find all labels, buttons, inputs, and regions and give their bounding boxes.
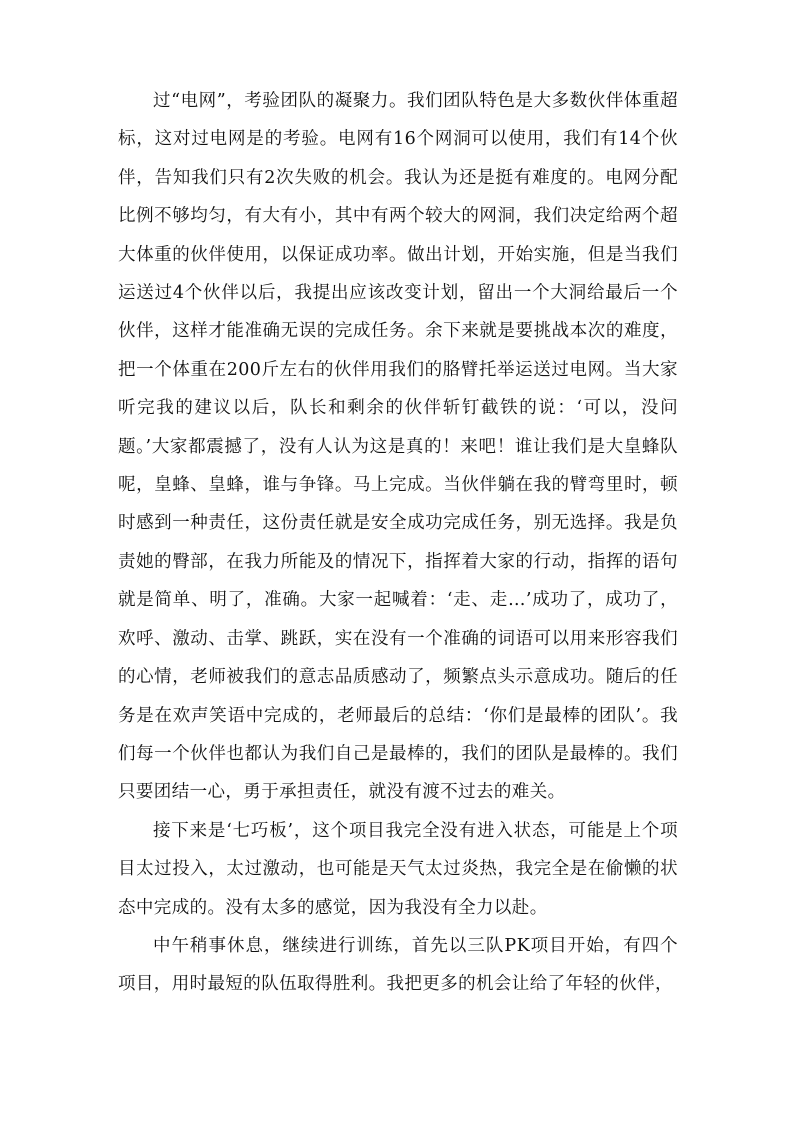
paragraph-tangram: 接下来是‘七巧板’，这个项目我完全没有进入状态，可能是上个项目太过投入，太过激动，也可能是天气太过炎热，我完全是在偷懒的状态中完成的。没有太多的感觉，因为我没有全力以赴。 xyxy=(118,820,678,918)
paragraph-afternoon-training: 中午稍事休息，继续进行训练，首先以三队PK项目开始，有四个项目，用时最短的队伍取得胜利。我把更多的机会让给了年轻的伙伴， xyxy=(118,935,678,995)
document-body xyxy=(118,82,678,1004)
paragraph-electric-net: 过“电网”，考验团队的凝聚力。我们团队特色是大多数伙伴体重超标，这对过电网是的考验。电网有16个网洞可以使用，我们有14个伙伴，告知我们只有2次失败的机会。我认为还是挺有难度的。电网分配比例不够均匀，有大有小，其中有两个较大的网洞，我们决定给两个超大体重的伙伴使用，以保证成功率。做出计划，开始实施，但是当我们运送过4个伙伴以后，我提出应该改变计划，留出一个大洞给最后一个伙伴，这样才能准确无误的完成任务。余下来就是要挑战本次的难度，把一个体重在200斤左右的伙伴用我们的胳臂托举运送过电网。当大家听完我的建议以后，队长和剩余的伙伴斩钉截铁的说：‘可以，没问题。’大家都震撼了，没有人认为这是真的！来吧！谁让我们是大皇蜂队呢，皇蜂、皇蜂，谁与争锋。马上完成。当伙伴躺在我的臂弯里时，顿时感到一种责任，这份责任就是安全成功完成任务，别无选择。我是负责她的臀部，在我力所能及的情况下，指挥着大家的行动，指挥的语句就是简单、明了，准确。大家一起喊着：‘走、走…’成功了，成功了，欢呼、激动、击掌、跳跃，实在没有一个准确的词语可以用来形容我们的心情，老师被我们的意志品质感动了，频繁点头示意成功。随后的任务是在欢声笑语中完成的，老师最后的总结：‘你们是最棒的团队’。我们每一个伙伴也都认为我们自己是最棒的，我们的团队是最棒的。我们只要团结一心，勇于承担责任，就没有渡不过去的难关。 xyxy=(118,91,678,803)
